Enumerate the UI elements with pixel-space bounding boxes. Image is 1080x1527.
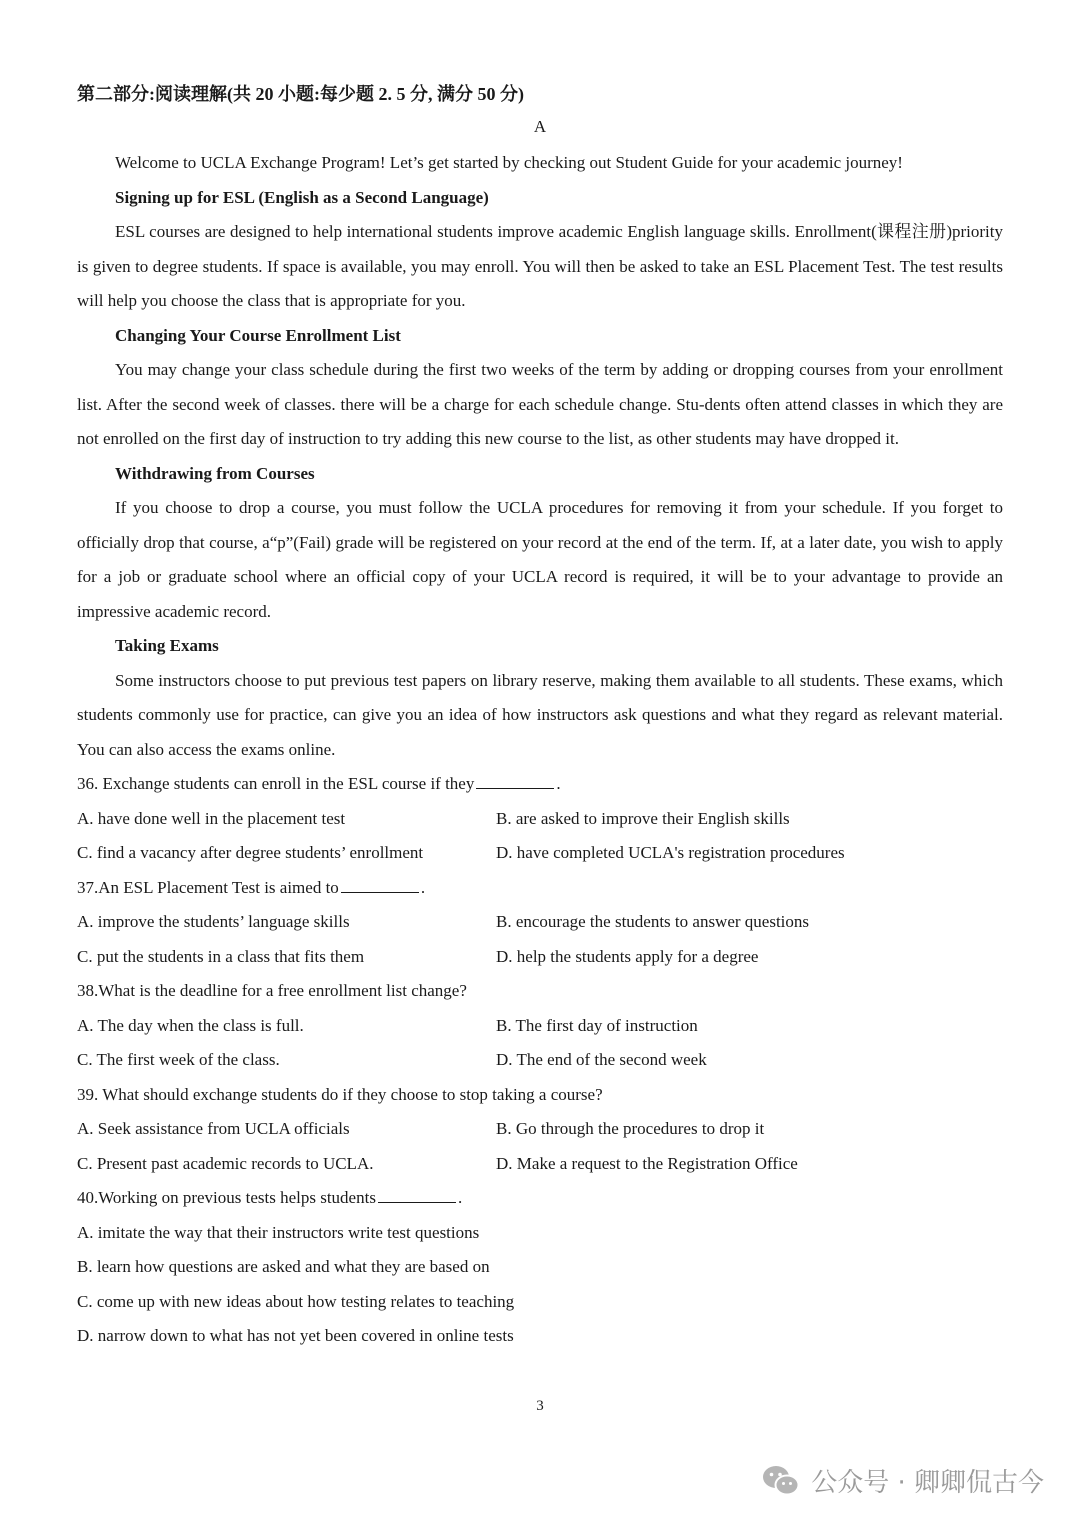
question-stem: 38.What is the deadline for a free enrollment list change? bbox=[77, 981, 467, 1000]
options-row bbox=[77, 1043, 1003, 1078]
option-c: C. find a vacancy after degree students’ enrollment bbox=[77, 843, 424, 862]
option-a: A. improve the students’ language skills bbox=[77, 912, 350, 931]
answer-blank bbox=[378, 1188, 456, 1203]
answer-blank bbox=[341, 878, 419, 893]
options-row bbox=[77, 802, 1003, 837]
section-heading-changing: Changing Your Course Enrollment List bbox=[115, 325, 401, 345]
wechat-icon bbox=[761, 1464, 801, 1498]
option-a: A. The day when the class is full. bbox=[77, 1015, 304, 1035]
question-tail: . bbox=[420, 877, 426, 897]
passage-intro: Welcome to UCLA Exchange Program! Let’s get started by checking out Student Guide for your academic journey! bbox=[115, 153, 903, 172]
question-stem: 39. What should exchange students do if they choose to stop taking a course? bbox=[77, 1084, 603, 1104]
option-c: C. come up with new ideas about how testing relates to teaching bbox=[77, 1291, 515, 1311]
watermark bbox=[761, 1462, 1044, 1499]
page-number: 3 bbox=[536, 1398, 544, 1414]
question-tail: . bbox=[457, 1188, 463, 1207]
section-heading-withdrawing: Withdrawing from Courses bbox=[115, 463, 315, 483]
option-b: B. learn how questions are asked and what they are based on bbox=[77, 1257, 490, 1276]
options-row bbox=[77, 905, 1003, 940]
question-39 bbox=[77, 1078, 1003, 1113]
question-stem: 37.An ESL Placement Test is aimed to bbox=[77, 877, 339, 897]
option-a: A. have done well in the placement test bbox=[77, 808, 346, 828]
option-a: A. imitate the way that their instructors write test questions bbox=[77, 1222, 480, 1242]
options-row bbox=[77, 1112, 1003, 1147]
question-stem: 40.Working on previous tests helps students bbox=[77, 1188, 376, 1207]
answer-blank bbox=[476, 774, 554, 789]
option-c: C. Present past academic records to UCLA. bbox=[77, 1153, 374, 1173]
option-d: D. have completed UCLA's registration procedures bbox=[496, 843, 845, 862]
options-row bbox=[77, 1147, 1003, 1182]
option-d: D. The end of the second week bbox=[496, 1050, 707, 1069]
question-tail: . bbox=[556, 774, 561, 793]
option-a: A. Seek assistance from UCLA officials bbox=[77, 1119, 350, 1138]
question-40 bbox=[77, 1181, 1003, 1216]
passage-label: A bbox=[533, 117, 547, 136]
passage-body bbox=[77, 146, 1003, 1354]
question-36 bbox=[77, 767, 1003, 802]
section-text-exams: Some instructors choose to put previous test papers on library reserve, making them available to all students. These exams, which students commonly use for practice, can give you an idea of how instructors ask questions and what they regard as relevant material. You can also access the exams online. bbox=[77, 670, 1003, 759]
question-38 bbox=[77, 974, 1003, 1009]
option-b: B. The first day of instruction bbox=[496, 1015, 698, 1035]
watermark-text: 公众号 · 卿卿侃古今 bbox=[811, 1468, 1044, 1498]
section-text-changing: You may change your class schedule during the first two weeks of the term by adding or dropping courses from your enrollment list. After the second week of classes. there will be a charge for each schedule change. Stu-dents often attend classes in which they are not enrolled on the first day of instruction to try adding this new course to the list, as other students may have dropped it. bbox=[77, 360, 1003, 448]
section-text-withdrawing: If you choose to drop a course, you must follow the UCLA procedures for removing it from your schedule. If you forget to officially drop that course, a“p”(Fail) grade will be registered on your record at the end of the term. If, at a later date, you wish to apply for a job or graduate school where an official copy of your UCLA record is required, it will be to your advantage to provide an impressive academic record. bbox=[77, 498, 1003, 621]
option-b: B. encourage the students to answer questions bbox=[496, 912, 810, 931]
options-row bbox=[77, 1009, 1003, 1044]
section-heading-exams: Taking Exams bbox=[115, 636, 219, 655]
options-row bbox=[77, 940, 1003, 975]
options-row bbox=[77, 836, 1003, 871]
section-text-esl: ESL courses are designed to help international students improve academic English language skills. Enrollment(课程注册)priority is given to degree students. If space is available, you may enroll. You will then be asked to take an ESL Placement Test. The test results will help you choose the class that is appropriate for you. bbox=[77, 222, 1003, 310]
option-d: D. help the students apply for a degree bbox=[496, 946, 759, 966]
question-stem: 36. Exchange students can enroll in the ESL course if they bbox=[77, 774, 475, 793]
option-c: C. The first week of the class. bbox=[77, 1050, 280, 1069]
section-title: 第二部分:阅读理解(共 20 小题:每少题 2. 5 分, 满分 50 分) bbox=[77, 84, 524, 104]
option-c: C. put the students in a class that fits them bbox=[77, 946, 365, 966]
question-37 bbox=[77, 871, 1003, 906]
option-d: D. Make a request to the Registration Office bbox=[496, 1153, 798, 1173]
option-d: D. narrow down to what has not yet been covered in online tests bbox=[77, 1326, 514, 1345]
option-b: B. are asked to improve their English skills bbox=[496, 808, 790, 828]
section-heading-esl: Signing up for ESL (English as a Second Language) bbox=[115, 187, 489, 207]
option-b: B. Go through the procedures to drop it bbox=[496, 1119, 765, 1138]
